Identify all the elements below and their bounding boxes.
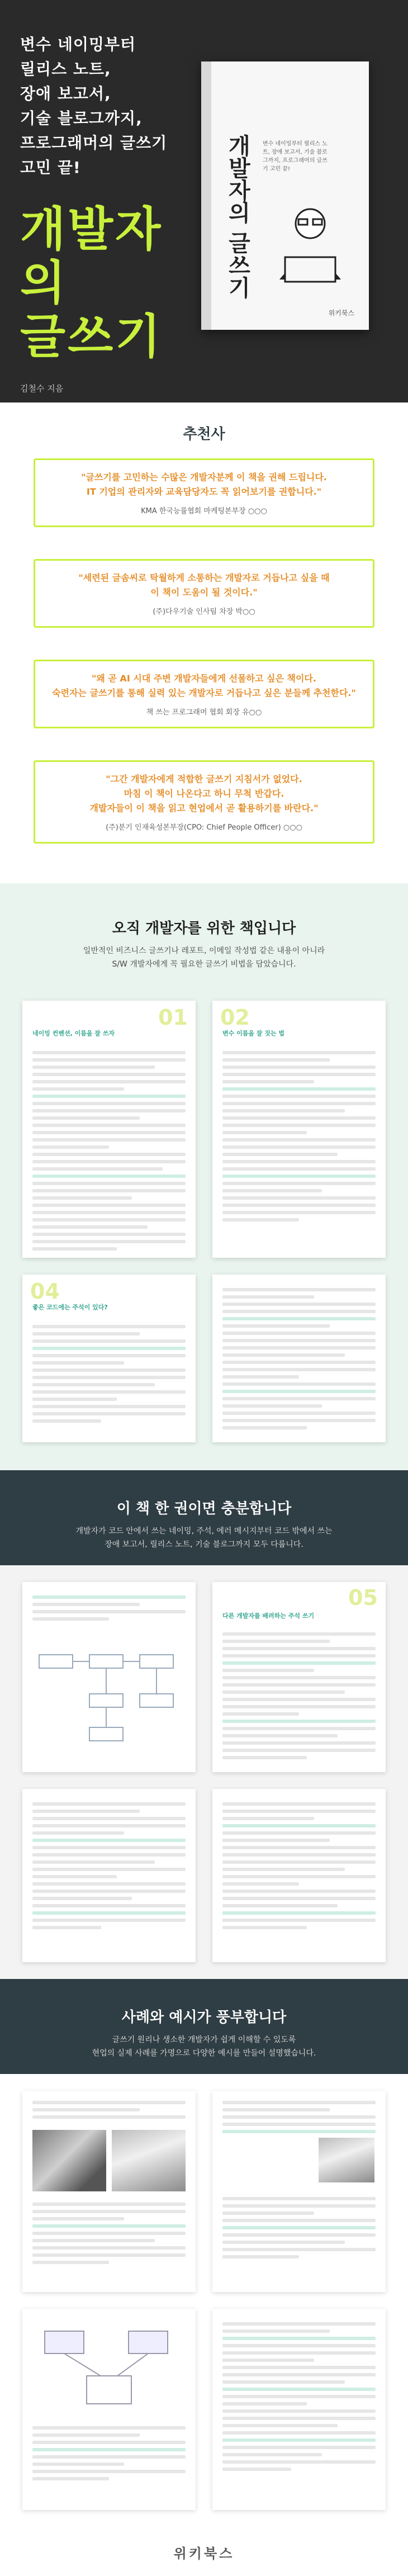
examples-subtitle-1: 글쓰기 원리나 생소한 개발자가 쉽게 이해할 수 있도록 bbox=[112, 2035, 296, 2044]
sample-page-11 bbox=[22, 2309, 196, 2510]
sample-text-lines bbox=[222, 2197, 376, 2262]
quote-line: 개발자들이 이 책을 읽고 현업에서 곧 활용하기를 바란다." bbox=[89, 803, 319, 813]
hero-tagline-5: 프로그래머의 글쓰기 bbox=[20, 134, 168, 152]
intro-section bbox=[0, 883, 408, 1470]
one-book-subtitle-1: 개발자가 코드 안에서 쓰는 네이밍, 주석, 에러 메시지부터 코드 밖에서 쓰는 bbox=[75, 1527, 333, 1536]
sample-text-lines bbox=[222, 1632, 376, 1763]
hero-title bbox=[20, 202, 188, 363]
recommendation-card-4 bbox=[34, 760, 374, 844]
footer bbox=[0, 2527, 408, 2576]
example-photo bbox=[319, 2138, 374, 2182]
recommendation-card-1 bbox=[34, 458, 374, 527]
sample-text-lines bbox=[222, 1802, 376, 1933]
book-cover bbox=[201, 61, 369, 330]
sample-page-9 bbox=[22, 2091, 196, 2292]
intro-subtitle-1: 일반적인 비즈니스 글쓰기나 레포트, 이메일 작성법 같은 내용이 아니라 bbox=[83, 946, 325, 955]
recommendation-card-2 bbox=[34, 559, 374, 628]
sample-text-lines bbox=[32, 1051, 186, 1254]
examples-header bbox=[0, 2006, 408, 2060]
sample-caption: 다른 개발자를 배려하는 주석 쓰기 bbox=[222, 1612, 315, 1620]
hero-section bbox=[0, 0, 408, 402]
sample-page-7 bbox=[22, 1789, 196, 1962]
recommendation-title: 추천사 bbox=[183, 426, 225, 443]
sample-caption: 좋은 코드에는 주석이 있다? bbox=[32, 1304, 108, 1311]
quote-line: "글쓰기를 고민하는 수많은 개발자분께 이 책을 권해 드립니다. bbox=[81, 472, 327, 482]
quote-line: 마침 이 책이 나온다고 하니 무척 반갑다. bbox=[124, 788, 284, 799]
hero-tagline-4: 기술 블로그까지, bbox=[20, 109, 143, 127]
sample-page-3 bbox=[22, 1275, 196, 1442]
quote-line: "왜 곧 AI 시대 주변 개발자들에게 선물하고 싶은 책이다. bbox=[92, 673, 316, 684]
quote-author: (주)분기 인재육성본부장(CPO: Chief People Officer) ○○○ bbox=[106, 823, 302, 832]
sample-page-8 bbox=[212, 1789, 386, 1962]
examples-title: 사례와 예시가 풍부합니다 bbox=[121, 2009, 287, 2026]
hero-author: 김철수 지음 bbox=[20, 383, 64, 394]
quote-line: "세련된 글솜씨로 탁월하게 소통하는 개발자로 거듭나고 싶을 때 bbox=[78, 572, 330, 583]
one-book-subtitle-2: 장애 보고서, 릴리스 노트, 기술 블로그까지 모두 다룹니다. bbox=[105, 1540, 303, 1549]
one-book-header bbox=[0, 1497, 408, 1551]
quote-line: IT 기업의 관리자와 교육담당자도 꼭 읽어보기를 권합니다." bbox=[86, 486, 322, 497]
sample-number: 05 bbox=[348, 1585, 378, 1610]
sample-text-lines bbox=[32, 2426, 186, 2484]
sample-page-6 bbox=[212, 1582, 386, 1772]
sample-caption: 네이밍 컨벤션, 이름을 잘 쓰자 bbox=[32, 1030, 115, 1037]
flow-diagram-icon bbox=[34, 1644, 184, 1755]
hero-title-line-2: 글쓰기 bbox=[20, 309, 163, 364]
sample-text-lines bbox=[32, 2101, 186, 2123]
sample-text-lines bbox=[32, 2203, 186, 2268]
hero-tagline-6: 고민 끝! bbox=[20, 158, 81, 177]
sample-page-4 bbox=[212, 1275, 386, 1442]
sample-page-10 bbox=[212, 2091, 386, 2292]
sample-page-2 bbox=[212, 1001, 386, 1258]
quote-author: (주)다우기술 인사팀 차장 박○○ bbox=[153, 608, 255, 616]
book-subtitle: 변수 네이밍부터 릴리스 노트, 장애 보고서, 기술 블로그까지, 프로그래머의 글쓰기 고민 끝! bbox=[263, 141, 328, 172]
sample-text-lines bbox=[222, 2101, 376, 2137]
publisher-logo: 위키북스 bbox=[173, 2545, 235, 2561]
sample-caption: 변수 이름을 잘 짓는 법 bbox=[222, 1030, 284, 1037]
hero-tagline-1: 변수 네이밍부터 bbox=[20, 35, 136, 54]
sample-page-5 bbox=[22, 1582, 196, 1772]
sample-page-12 bbox=[212, 2309, 386, 2510]
one-book-section bbox=[0, 1470, 408, 1979]
recommendation-section bbox=[0, 402, 408, 883]
quote-author: KMA 한국능률협회 마케팅본부장 ○○○ bbox=[141, 507, 267, 515]
example-photo bbox=[32, 2130, 106, 2191]
example-photo bbox=[112, 2130, 186, 2191]
book-publisher: 위키북스 bbox=[328, 309, 354, 317]
sample-number: 01 bbox=[158, 1005, 188, 1030]
sample-page-1 bbox=[22, 1001, 196, 1258]
recommendation-header bbox=[0, 423, 408, 443]
one-book-title: 이 책 한 권이면 충분합니다 bbox=[116, 1500, 292, 1517]
quote-author: 책 쓰는 프로그래머 협회 회장 유○○ bbox=[146, 708, 262, 717]
hero-tagline-3: 장애 보고서, bbox=[20, 84, 111, 103]
sample-text-lines bbox=[32, 1325, 186, 1427]
sample-text-lines bbox=[222, 2322, 376, 2475]
examples-subtitle-2: 현업의 실제 사례를 가명으로 다양한 예시를 만들어 설명했습니다. bbox=[92, 2049, 316, 2058]
intro-title: 오직 개발자를 위한 책입니다 bbox=[112, 920, 296, 937]
architecture-diagram-icon bbox=[34, 2320, 184, 2415]
hero-title-line-1: 개발자의 bbox=[20, 202, 163, 310]
recommendation-card-3 bbox=[34, 660, 374, 728]
sample-text-lines bbox=[222, 1051, 376, 1225]
sample-text-lines bbox=[32, 1802, 186, 1933]
sample-number: 04 bbox=[30, 1279, 60, 1304]
quote-line: 숙련자는 글쓰기를 통해 실력 있는 개발자로 거듭나고 싶은 분들께 추천한다." bbox=[52, 688, 356, 698]
examples-section bbox=[0, 1979, 408, 2527]
sample-text-lines bbox=[222, 1288, 376, 1433]
intro-subtitle-2: S/W 개발자에게 꼭 필요한 글쓰기 비법을 담았습니다. bbox=[112, 960, 296, 969]
book-spine bbox=[201, 61, 211, 330]
hero-tagline-2: 릴리스 노트, bbox=[20, 60, 111, 78]
sample-code-lines bbox=[32, 1595, 186, 1625]
quote-line: "그간 개발자에게 적합한 글쓰기 지침서가 없었다. bbox=[106, 774, 302, 784]
intro-header bbox=[0, 917, 408, 971]
hero-copy bbox=[20, 32, 188, 394]
sample-number: 02 bbox=[220, 1005, 250, 1030]
book-title: 개발자의 글쓰기 bbox=[225, 134, 250, 299]
quote-line: 이 책이 도움이 될 것이다." bbox=[150, 587, 258, 598]
developer-illustration-icon bbox=[263, 201, 358, 285]
